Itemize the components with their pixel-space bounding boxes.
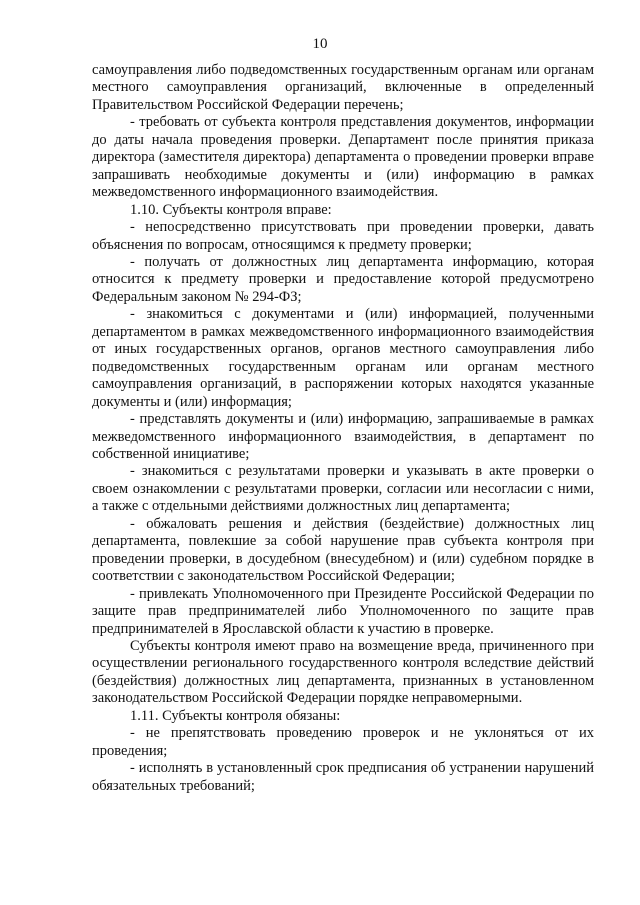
paragraph-continuation: самоуправления либо подведомственных государственным органам или органам местного самоуправления организаций, включенные в определенный Правительством Российской Федерации перечень; <box>92 62 594 113</box>
list-item-attend-inspection: - непосредственно присутствовать при проведении проверки, давать объяснения по вопросам, относящимся к предмету проверки; <box>92 219 594 253</box>
list-item-not-obstruct: - не препятствовать проведению проверок и не уклоняться от их проведения; <box>92 725 594 759</box>
list-item-review-results: - знакомиться с результатами проверки и указывать в акте проверки о своем ознакомлении с результатами проверки, согласии или несогласии с ними, а также с отдельными действиями должностных лиц департамента; <box>92 463 594 515</box>
page-number: 10 <box>312 36 328 52</box>
list-item-receive-information: - получать от должностных лиц департамента информацию, которая относится к предмету проверки и предоставление которой предусмотрено Федеральным законом № 294-ФЗ; <box>92 253 594 305</box>
document-body <box>92 62 594 795</box>
section-heading-1-11: 1.11. Субъекты контроля обязаны: <box>130 707 341 724</box>
list-item-comply-orders: - исполнять в установленный срок предписания об устранении нарушений обязательных требований; <box>92 760 594 794</box>
list-item-review-documents: - знакомиться с документами и (или) информацией, полученными департаментом в рамках межведомственного информационного взаимодействия от иных государственных органов, органов местного самоуправления либо подведомственных государственным органам или органам местного самоуправления организаций, в распоряжении которых находятся указанные документы и (или) информация; <box>92 306 594 410</box>
list-item-request-documents: - требовать от субъекта контроля представления документов, информации до даты начала проведения проверки. Департамент после принятия приказа директора (заместителя директора) департамента о проведении проверки вправе запрашивать необходимые документы и (или) информацию в рамках межведомственного информационного взаимодействия. <box>92 114 594 201</box>
list-item-appeal: - обжаловать решения и действия (бездействие) должностных лиц департамента, повлекшие за собой нарушение прав субъекта контроля при проведении проверки, в досудебном (внесудебном) и (или) судебном порядке в соответствии с законодательством Российской Федерации; <box>92 515 594 585</box>
list-item-ombudsman: - привлекать Уполномоченного при Президенте Российской Федерации по защите прав предпринимателей либо Уполномоченного по защите прав предпринимателей в Ярославской области к участию в проверке. <box>92 585 594 637</box>
list-item-submit-documents: - представлять документы и (или) информацию, запрашиваемые в рамках межведомственного информационного взаимодействия, в департамент по собственной инициативе; <box>92 411 594 462</box>
paragraph-compensation: Субъекты контроля имеют право на возмещение вреда, причиненного при осуществлении регионального государственного контроля вследствие действий (бездействия) должностных лиц департамента, признанных в установленном законодательством Российской Федерации порядке неправомерными. <box>92 637 594 707</box>
section-heading-1-10: 1.10. Субъекты контроля вправе: <box>130 201 332 218</box>
